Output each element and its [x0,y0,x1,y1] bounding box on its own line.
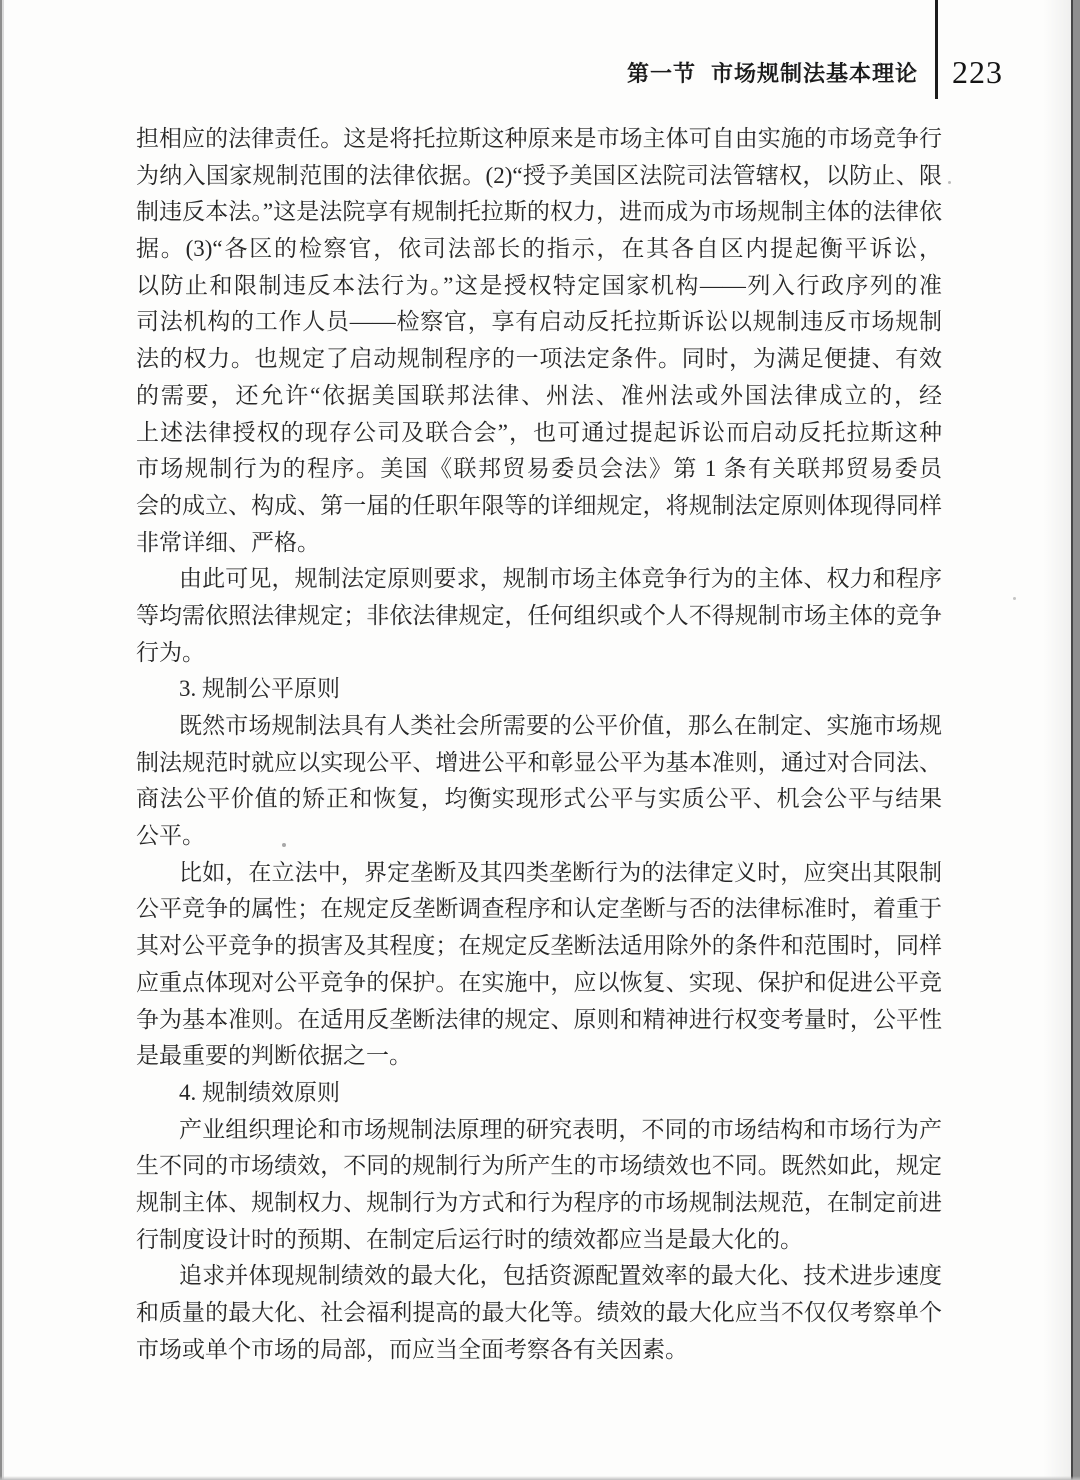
text-line: 市场规制行为的程序。美国《联邦贸易委员会法》第 1 条有关联邦贸易委员 [136,456,942,482]
text-line: 由此可见，规制法定原则要求，规制市场主体竞争行为的主体、权力和程序 [179,566,942,592]
text-line: 3. 规制公平原则 [179,676,340,702]
page-header [626,61,918,87]
text-line: 法的权力。也规定了启动规制程序的一项法定条件。同时，为满足便捷、有效 [136,346,942,372]
text-line: 制违反本法。”这是法院享有规制托拉斯的权力，进而成为市场规制主体的法律依 [136,199,942,225]
page-number: 223 [952,54,1003,90]
scan-artifact [282,843,286,847]
header-section-label: 第一节 [626,61,696,86]
text-line: 公平竞争的属性；在规定反垄断调查程序和认定垄断与否的法律标准时，着重于 [136,896,942,922]
text-line: 非常详细、严格。 [136,529,320,555]
body-text-block [136,121,942,1368]
text-line: 规制主体、规制权力、规制行为方式和行为程序的市场规制法规范，在制定前进 [136,1189,942,1215]
page-left-scan-edge [0,0,4,1480]
text-line: 既然市场规制法具有人类社会所需要的公平价值，那么在制定、实施市场规 [179,713,942,738]
page-curvature-shade [1043,0,1071,1480]
text-line: 据。(3)“各区的检察官，依司法部长的指示，在其各自区内提起衡平诉讼， [136,236,942,262]
header-chapter-title: 市场规制法基本理论 [710,61,918,86]
text-line: 为纳入国家规制范围的法律依据。(2)“授予美国区法院司法管辖权，以防止、限 [136,162,942,188]
text-line: 行为。 [136,639,205,665]
text-line: 司法机构的工作人员——检察官，享有启动反托拉斯诉讼以规制违反市场规制 [136,309,942,335]
text-line: 其对公平竞争的损害及其程度；在规定反垄断法适用除外的条件和范围时，同样 [136,933,942,959]
text-line: 会的成立、构成、第一届的任职年限等的详细规定，将规制法定原则体现得同样 [136,492,942,518]
text-line: 是最重要的判断依据之一。 [136,1043,412,1069]
text-line: 公平。 [136,823,205,849]
text-line: 产业组织理论和市场规制法原理的研究表明，不同的市场结构和市场行为产 [179,1116,942,1142]
text-line: 生不同的市场绩效，不同的规制行为所产生的市场绩效也不同。既然如此，规定 [136,1153,942,1179]
text-line: 行制度设计时的预期、在制定后运行时的绩效都应当是最大化的。 [136,1226,803,1252]
text-line: 争为基本准则。在适用反垄断法律的规定、原则和精神进行权变考量时，公平性 [136,1006,942,1032]
text-line: 担相应的法律责任。这是将托拉斯这种原来是市场主体可自由实施的市场竞争行 [136,126,942,151]
page-bottom-scan-edge [0,1476,1080,1480]
text-line: 以防止和限制违反本法行为。”这是授权特定国家机构——列入行政序列的准 [136,272,942,298]
text-line: 4. 规制绩效原则 [179,1079,340,1105]
text-line: 应重点体现对公平竞争的保护。在实施中，应以恢复、实现、保护和促进公平竞 [136,969,942,995]
text-line: 追求并体现规制绩效的最大化，包括资源配置效率的最大化、技术进步速度 [179,1263,942,1289]
text-line: 商法公平价值的矫正和恢复，均衡实现形式公平与实质公平、机会公平与结果 [136,786,942,812]
text-line: 和质量的最大化、社会福利提高的最大化等。绩效的最大化应当不仅仅考察单个 [136,1300,942,1325]
header-divider-rule [935,0,938,99]
text-line: 制法规范时就应以实现公平、增进公平和彰显公平为基本准则，通过对合同法、 [136,749,942,775]
text-line: 的需要，还允许“依据美国联邦法律、州法、准州法或外国法律成立的，经 [136,382,942,408]
text-line: 等均需依照法律规定；非依法律规定，任何组织或个人不得规制市场主体的竞争 [136,602,942,628]
scan-artifact [948,181,951,184]
text-line: 比如，在立法中，界定垄断及其四类垄断行为的法律定义时，应突出其限制 [179,859,942,885]
text-line: 市场或单个市场的局部，而应当全面考察各有关因素。 [136,1336,688,1362]
text-line: 上述法律授权的现存公司及联合会”，也可通过提起诉讼而启动反托拉斯这种 [136,419,942,445]
scan-artifact [1013,597,1016,600]
page-right-scan-edge [1071,0,1080,1480]
